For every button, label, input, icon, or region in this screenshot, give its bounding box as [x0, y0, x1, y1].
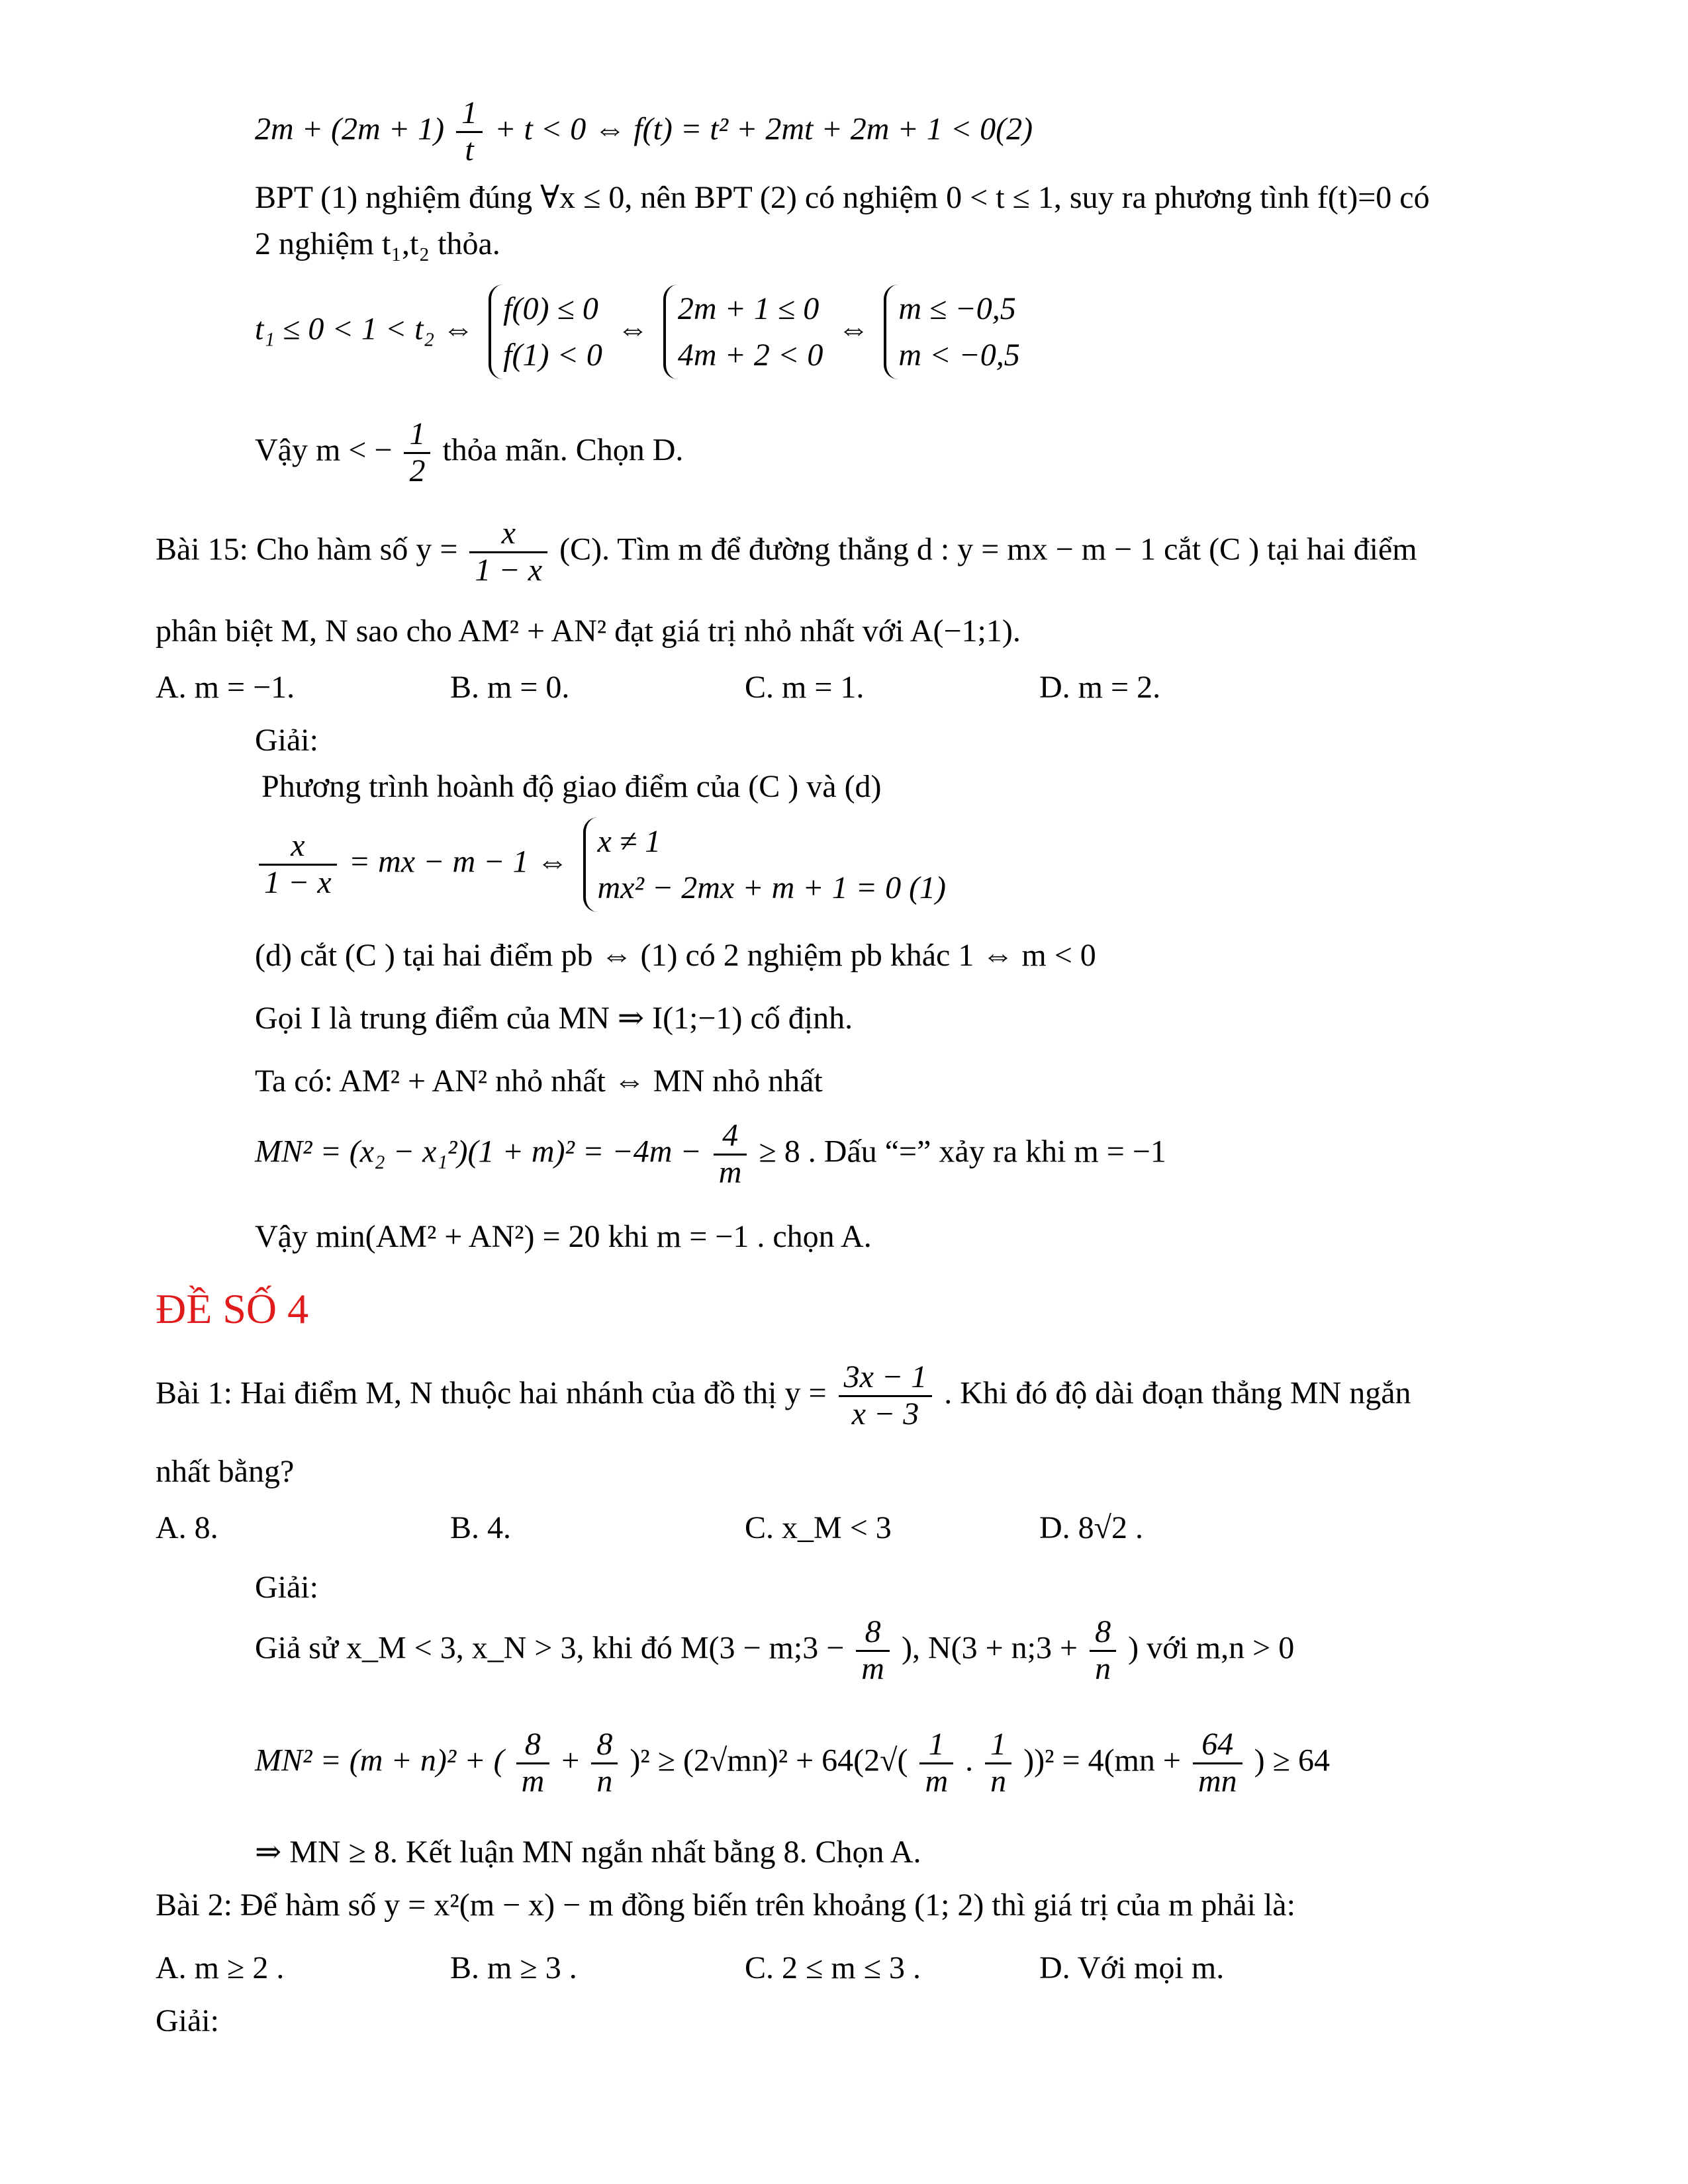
conclusion-tail: thỏa mãn. Chọn D. — [442, 432, 684, 468]
bai15-option-d: D. m = 2. — [1039, 670, 1161, 705]
frac-64-over-mn: $\frac{64}{mn}$ — [1193, 1727, 1243, 1799]
cases-intersection: x ≠ 1 mx² − 2mx + m + 1 = 0 (1) — [583, 817, 947, 912]
iff-symbol: ⇔ — [616, 311, 649, 347]
bai15-question — [156, 516, 1417, 588]
bai15-step5: Ta có: AM² + AN² nhỏ nhất ⇔ MN nhỏ nhất — [255, 1064, 823, 1099]
de4-step1 — [255, 1615, 1294, 1687]
paragraph-bpt: BPT (1) nghiệm đúng ∀x ≤ 0, nên BPT (2) có nghiệm 0 < t ≤ 1, suy ra phương tình f(t)=0 có — [255, 180, 1430, 215]
de4-step2 — [255, 1727, 1330, 1799]
de4-option-c: C. x_M < 3 — [745, 1510, 892, 1545]
system-conditions — [255, 285, 1027, 379]
bai15-step6 — [255, 1118, 1166, 1191]
frac-8-over-m: $\frac{8}{m}$ — [856, 1615, 890, 1687]
bai15-step3: (d) cắt (C ) tại hai điểm pb ⇔ (1) có 2 nghiệm pb khác 1 ⇔ m < 0 — [255, 938, 1096, 973]
de4-bai2-option-a: A. m ≥ 2 . — [156, 1950, 285, 1985]
de4-step2-b: )² ≥ (2√mn)² + 64(2√( — [630, 1743, 908, 1778]
bai15-step6-tail: ≥ 8 . Dấu “=” xảy ra khi m = −1 — [759, 1134, 1166, 1169]
de4-bai2-option-d: D. Với mọi m. — [1039, 1950, 1225, 1985]
plus-sign: + — [561, 1743, 580, 1778]
de4-step2-a: MN² = (m + n)² + ( — [255, 1743, 504, 1778]
iff-symbol: ⇔ — [837, 311, 870, 347]
frac-8-over-m-2: $\frac{8}{m}$ — [516, 1727, 550, 1799]
frac-3x-1-over-x-3: $\frac{3x - 1}{x - 3}$ — [839, 1360, 933, 1432]
de4-q-end: . Khi đó độ dài đoạn thẳng MN ngắn — [944, 1375, 1411, 1411]
cases-f: f(0) ≤ 0 f(1) < 0 — [489, 285, 602, 379]
bai15-step2 — [255, 817, 953, 912]
bai15-option-b: B. m = 0. — [450, 670, 570, 705]
bai15-q-mid: (C). Tìm m để đường thẳng d : y = mx − m − 1 cắt (C ) tại hai điểm — [559, 531, 1417, 567]
bai15-step1: Phương trình hoành độ giao điểm của (C ) và (d) — [261, 769, 882, 804]
eq-ft-right: + t < 0 ⇔ f(t) = t² + 2mt + 2m + 1 < 0(2) — [494, 111, 1033, 147]
frac-x-over-1-minus-x-2: $\frac{x}{1 - x}$ — [259, 829, 337, 901]
bai15-giai-label: Giải: — [255, 723, 318, 758]
de4-bai2-question: Bài 2: Để hàm số y = x²(m − x) − m đồng biến trên khoảng (1; 2) thì giá trị của m phải là: — [156, 1888, 1295, 1923]
eq-ft — [255, 96, 1033, 168]
conclusion-d — [255, 417, 683, 489]
bai15-option-c: C. m = 1. — [745, 670, 865, 705]
frac-8-over-n-2: $\frac{8}{n}$ — [591, 1727, 618, 1799]
frac-one-half: $\frac{1}{2}$ — [404, 417, 430, 489]
frac-4-over-m: $\frac{4}{m}$ — [714, 1118, 747, 1191]
conclusion-lead: Vậy m < − — [255, 432, 393, 468]
de4-step2-c: ))² = 4(mn + — [1023, 1743, 1181, 1778]
frac-1-over-m: $\frac{1}{m}$ — [919, 1727, 953, 1799]
section-title: ĐỀ SỐ 4 — [156, 1285, 309, 1332]
de4-step2-d: ) ≥ 64 — [1254, 1743, 1330, 1778]
de4-bai2-giai-label: Giải: — [156, 2003, 219, 2038]
frac-one-over-t: $\frac{1}{t}$ — [456, 96, 483, 168]
de4-bai2-option-c: C. 2 ≤ m ≤ 3 . — [745, 1950, 921, 1985]
bai15-option-a: A. m = −1. — [156, 670, 295, 705]
bai15-step6-lead: MN² = (x₂ − x₁²)(1 + m)² = −4m − — [255, 1134, 702, 1169]
eq-ft-left: 2m + (2m + 1) — [255, 111, 445, 147]
de4-option-d: D. 8√2 . — [1039, 1510, 1144, 1545]
de4-step3: ⇒ MN ≥ 8. Kết luận MN ngắn nhất bằng 8. Chọn A. — [255, 1835, 921, 1870]
de4-giai-label: Giải: — [255, 1570, 318, 1605]
bai15-step4: Gọi I là trung điểm của MN ⇒ I(1;−1) cố định. — [255, 1001, 853, 1036]
frac-x-over-1-minus-x: $\frac{x}{1 - x}$ — [469, 516, 547, 588]
frac-8-over-n: $\frac{8}{n}$ — [1090, 1615, 1116, 1687]
bai15-step2-mid: = mx − m − 1 ⇔ — [348, 844, 569, 880]
de4-bai2-option-b: B. m ≥ 3 . — [450, 1950, 577, 1985]
de4-option-a: A. 8. — [156, 1510, 218, 1545]
bai15-question-cont: phân biệt M, N sao cho AM² + AN² đạt giá trị nhỏ nhất với A(−1;1). — [156, 614, 1021, 649]
bai15-step7: Vậy min(AM² + AN²) = 20 khi m = −1 . chọn A. — [255, 1219, 872, 1254]
cases-m-value: m ≤ −0,5 m < −0,5 — [884, 285, 1019, 379]
system-lead: t₁ ≤ 0 < 1 < t₂ ⇔ — [255, 311, 475, 347]
de4-option-b: B. 4. — [450, 1510, 512, 1545]
paragraph-roots: 2 nghiệm t₁,t₂ thỏa. — [255, 226, 500, 261]
bai15-q-start: Bài 15: Cho hàm số y = — [156, 531, 458, 567]
de4-step1-b: ), N(3 + n;3 + — [901, 1630, 1078, 1666]
dot-sign: . — [965, 1743, 974, 1778]
de4-bai1-question — [156, 1360, 1411, 1432]
de4-step1-c: ) với m,n > 0 — [1128, 1630, 1295, 1666]
cases-m-linear: 2m + 1 ≤ 0 4m + 2 < 0 — [663, 285, 823, 379]
frac-1-over-n: $\frac{1}{n}$ — [985, 1727, 1011, 1799]
de4-q-start: Bài 1: Hai điểm M, N thuộc hai nhánh của đồ thị y = — [156, 1375, 827, 1411]
de4-step1-a: Giả sử x_M < 3, x_N > 3, khi đó M(3 − m;3 − — [255, 1630, 845, 1666]
de4-bai1-question-cont: nhất bằng? — [156, 1454, 295, 1489]
